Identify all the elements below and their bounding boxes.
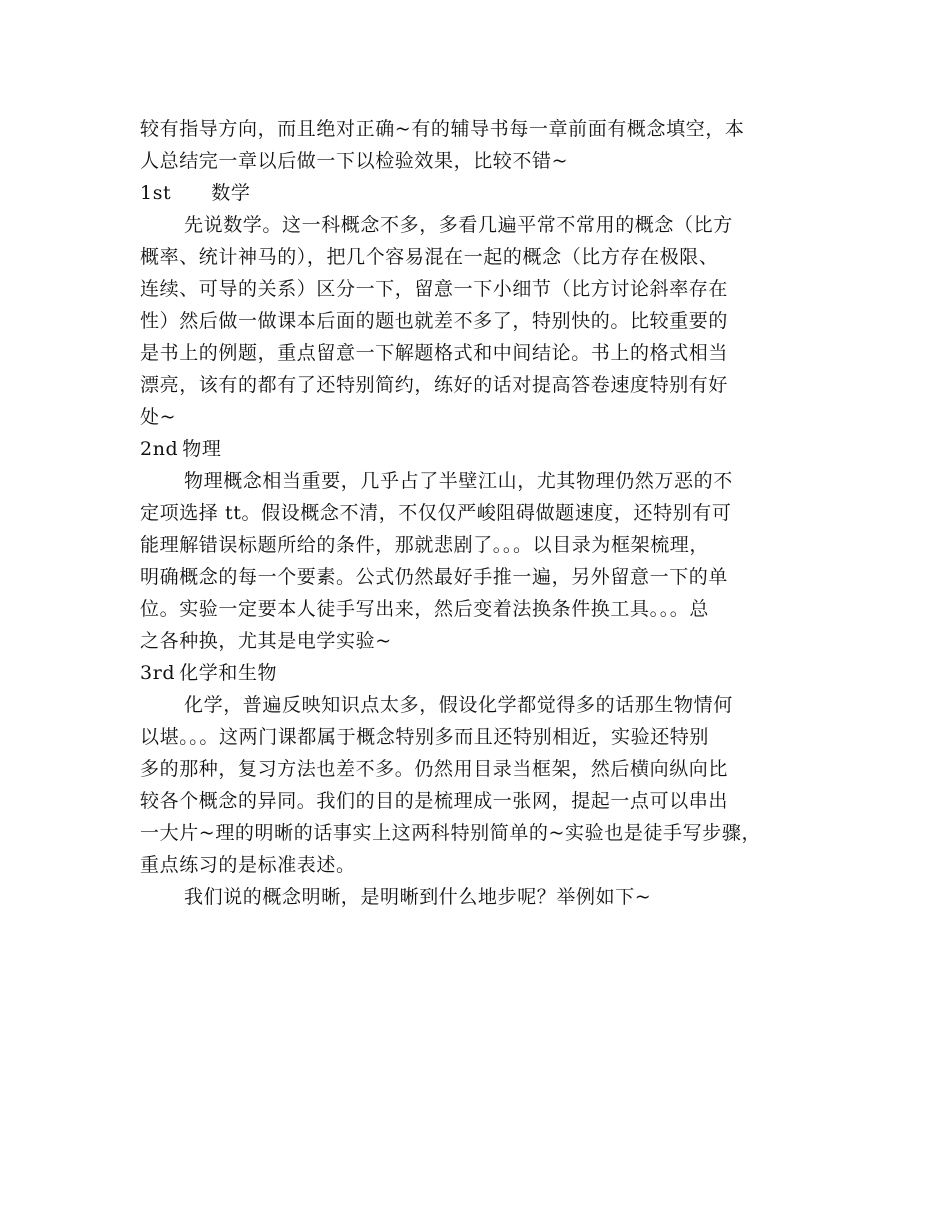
paragraph-line: 处~ (140, 406, 177, 428)
paragraph-line: 重点练习的是标准表述。 (140, 854, 356, 876)
intro-line-2: 人总结完一章以后做一下以检验效果，比较不错~ (140, 150, 569, 172)
section-title: 化学和生物 (179, 662, 278, 684)
paragraph-line: 多的那种，复习方法也差不多。仍然用目录当框架，然后横向纵向比 (140, 758, 729, 780)
paragraph-line: 能理解错误标题所给的条件，那就悲剧了。。。以目录为框架梳理， (140, 534, 710, 556)
paragraph-line: 之各种换，尤其是电学实验~ (140, 630, 392, 652)
section-number: 3rd (140, 662, 176, 684)
paragraph-line: 漂亮，该有的都有了还特别简约，练好的话对提高答卷速度特别有好 (140, 374, 729, 396)
paragraph-line: 物理概念相当重要，几乎占了半壁江山，尤其物理仍然万恶的不 (184, 470, 733, 492)
section-heading-math (140, 177, 820, 209)
section-number: 2nd (140, 438, 179, 460)
intro-line-1: 较有指导方向，而且绝对正确~有的辅导书每一章前面有概念填空，本 (140, 118, 745, 140)
paragraph-line: 化学，普遍反映知识点太多，假设化学都觉得多的话那生物情何 (184, 694, 733, 716)
paragraph-line: 一大片~理的明晰的话事实上这两科特别简单的~实验也是徒手写步骤， (140, 822, 762, 844)
paragraph-line: 位。实验一定要本人徒手写出来，然后变着法换条件换工具。。。总 (140, 598, 710, 620)
paragraph-line: 先说数学。这一科概念不多，多看几遍平常不常用的概念（比方 (184, 214, 733, 236)
section-heading-physics (140, 433, 820, 465)
paragraph-line: 以堪。。。这两门课都属于概念特别多而且还特别相近，实验还特别 (140, 726, 710, 748)
section-number: 1st (140, 182, 172, 204)
paragraph-line: 性）然后做一做课本后面的题也就差不多了，特别快的。比较重要的 (140, 310, 729, 332)
paragraph-line: 概率、统计神马的），把几个容易混在一起的概念（比方存在极限、 (140, 246, 719, 268)
section-title: 数学 (211, 182, 251, 204)
paragraph-line: 是书上的例题，重点留意一下解题格式和中间结论。书上的格式相当 (140, 342, 729, 364)
paragraph-line: 明确概念的每一个要素。公式仍然最好手推一遍，另外留意一下的单 (140, 566, 729, 588)
paragraph-line: 定项选择 tt。假设概念不清，不仅仅严峻阻碍做题速度，还特别有可 (140, 502, 732, 524)
section-heading-chemistry-biology (140, 657, 820, 689)
paragraph-line: 连续、可导的关系）区分一下，留意一下小细节（比方讨论斜率存在 (140, 278, 729, 300)
paragraph-line: 较各个概念的异同。我们的目的是梳理成一张网，提起一点可以串出 (140, 790, 729, 812)
closing-line: 我们说的概念明晰，是明晰到什么地步呢？举例如下~ (184, 886, 652, 908)
section-title: 物理 (182, 438, 222, 460)
document-page (140, 113, 820, 913)
